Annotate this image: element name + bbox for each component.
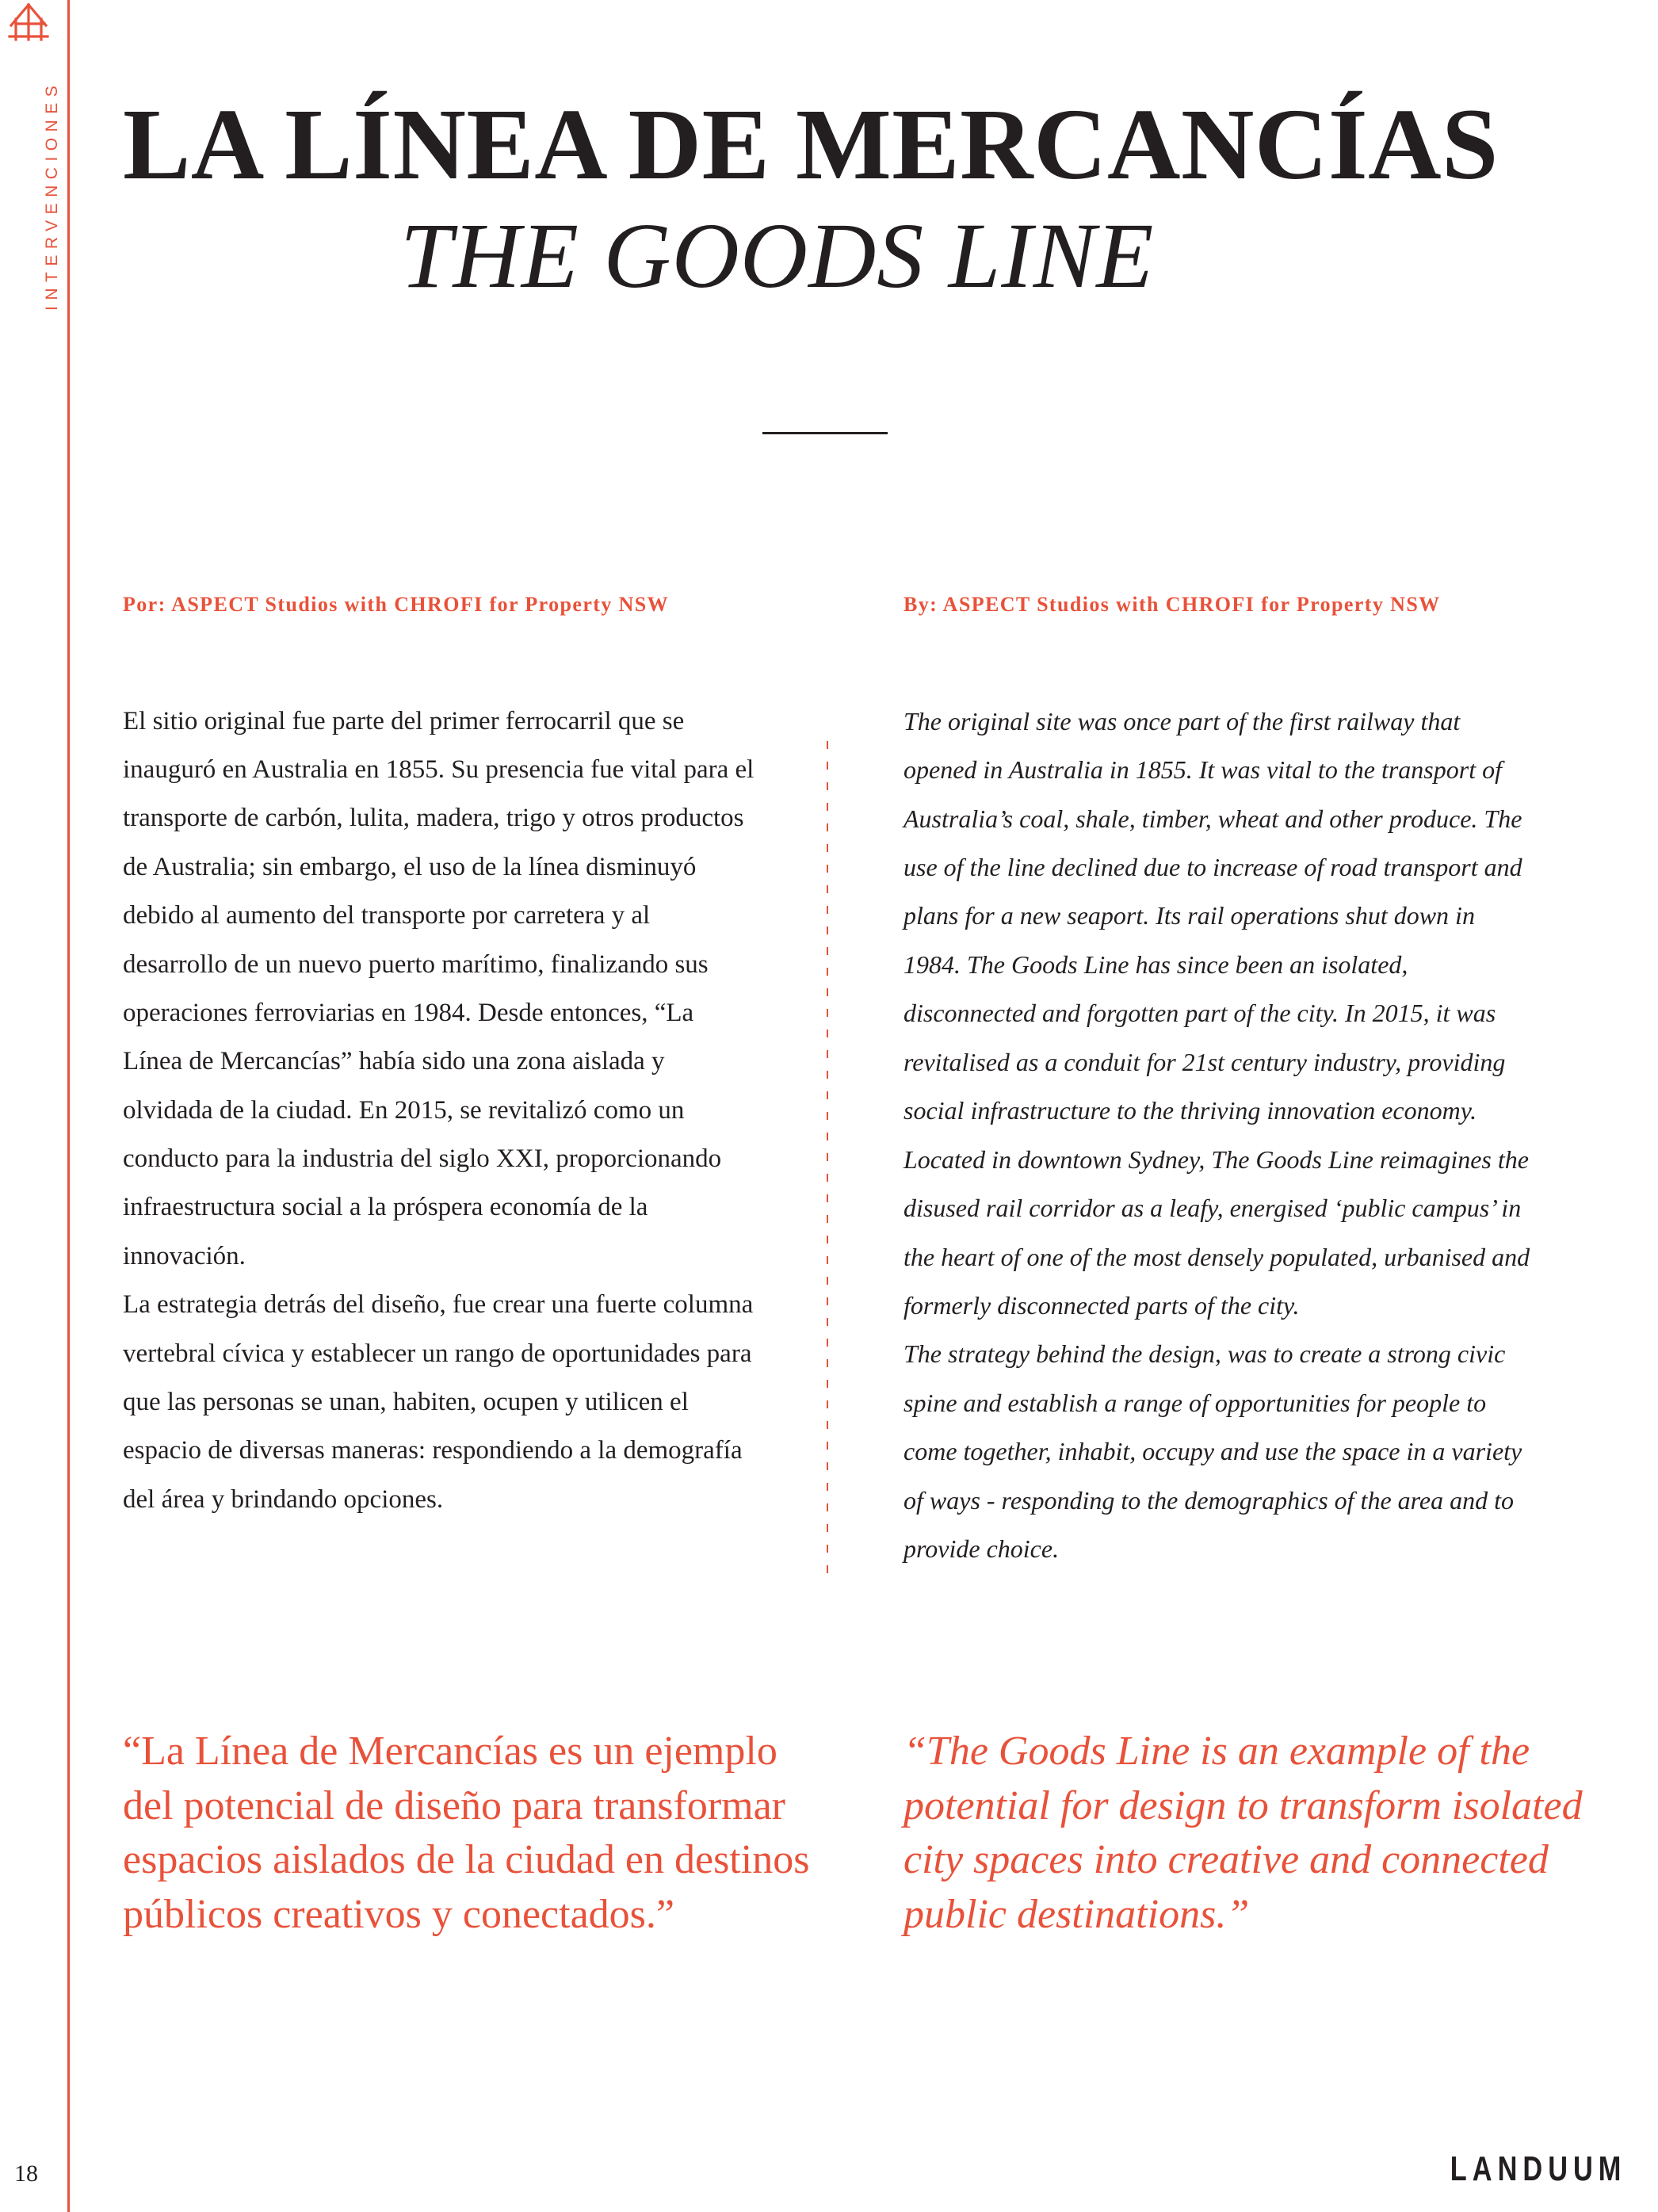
title-divider-rule [762,432,888,434]
pull-quote-spanish: “La Línea de Mercancías es un ejemplo del potencial de diseño para transformar espacios aislados de la ciudad en destinos públicos creativos y conectados.” [123,1729,810,1937]
page-title [123,88,1573,308]
paragraph: La estrategia detrás del diseño, fue crear una fuerte columna vertebral cívica y establecer un rango de oportunidades para que las personas se unan, habiten, ocupen y utilicen el espacio de diversas maneras: respondiendo a la demografía del área y brindando opciones. [123,1290,754,1514]
brand-logo: LANDUUM [1450,2149,1626,2188]
paragraph: El sitio original fue parte del primer ferrocarril que se inauguró en Australia en 1855. Su presencia fue vital para el transporte de carbón, lulita, madera, trigo y otros productos de Australia; sin embargo, el uso de la línea disminuyó debido al aumento del transporte por carretera y al desarrollo de un nuevo puerto marítimo, finalizando sus operaciones ferroviarias en 1984. Desde entonces, “La Línea de Mercancías” había sido una zona aislada y olvidada de la ciudad. En 2015, se revitalizó como un conducto para la industria del siglo XXI, proporcionando infraestructura social a la próspera economía de la innovación. [123,706,755,1270]
pull-quote-english: “The Goods Line is an example of the potential for design to transform isolated city spaces into creative and connected public destinations.” [903,1729,1583,1937]
body-english [903,697,1538,1574]
rail-accent-rule [67,0,70,2212]
page-title-english: THE GOODS LINE [400,204,1155,308]
body-spanish [123,697,757,1524]
byline-spanish: Por: ASPECT Studios with CHROFI for Property NSW [123,593,670,616]
left-rail [0,0,79,2212]
byline-english: By: ASPECT Studios with CHROFI for Property NSW [903,593,1441,616]
column-spanish [123,590,757,1524]
column-divider [827,741,828,1581]
section-label: INTERVENCIONES [43,79,61,311]
page-title-spanish: LA LÍNEA DE MERCANCÍAS [123,88,1499,201]
paragraph: The original site was once part of the first railway that opened in Australia in 1855. It was vital to the transport of Australia’s coal, shale, timber, wheat and other produce. The use of the line declined due to increase of road transport and plans for a new seaport. Its rail operations shut down in 1984. The Goods Line has since been an isolated, disconnected and forgotten part of the city. In 2015, it was revitalised as a conduit for 21st century industry, providing social infrastructure to the thriving innovation economy. Located in downtown Sydney, The Goods Line reimagines the disused rail corridor as a leafy, energised ‘public campus’ in the heart of one of the most densely populated, urbanised and formerly disconnected parts of the city. [903,706,1530,1320]
paragraph: The strategy behind the design, was to create a strong civic spine and establish a range of opportunities for people to come together, inhabit, occupy and use the space in a variety of ways - responding to the demographics of the area and to provide choice. [903,1339,1522,1564]
house-gable-icon [6,2,51,44]
column-english [903,590,1538,1574]
page-number: 18 [14,2160,38,2187]
